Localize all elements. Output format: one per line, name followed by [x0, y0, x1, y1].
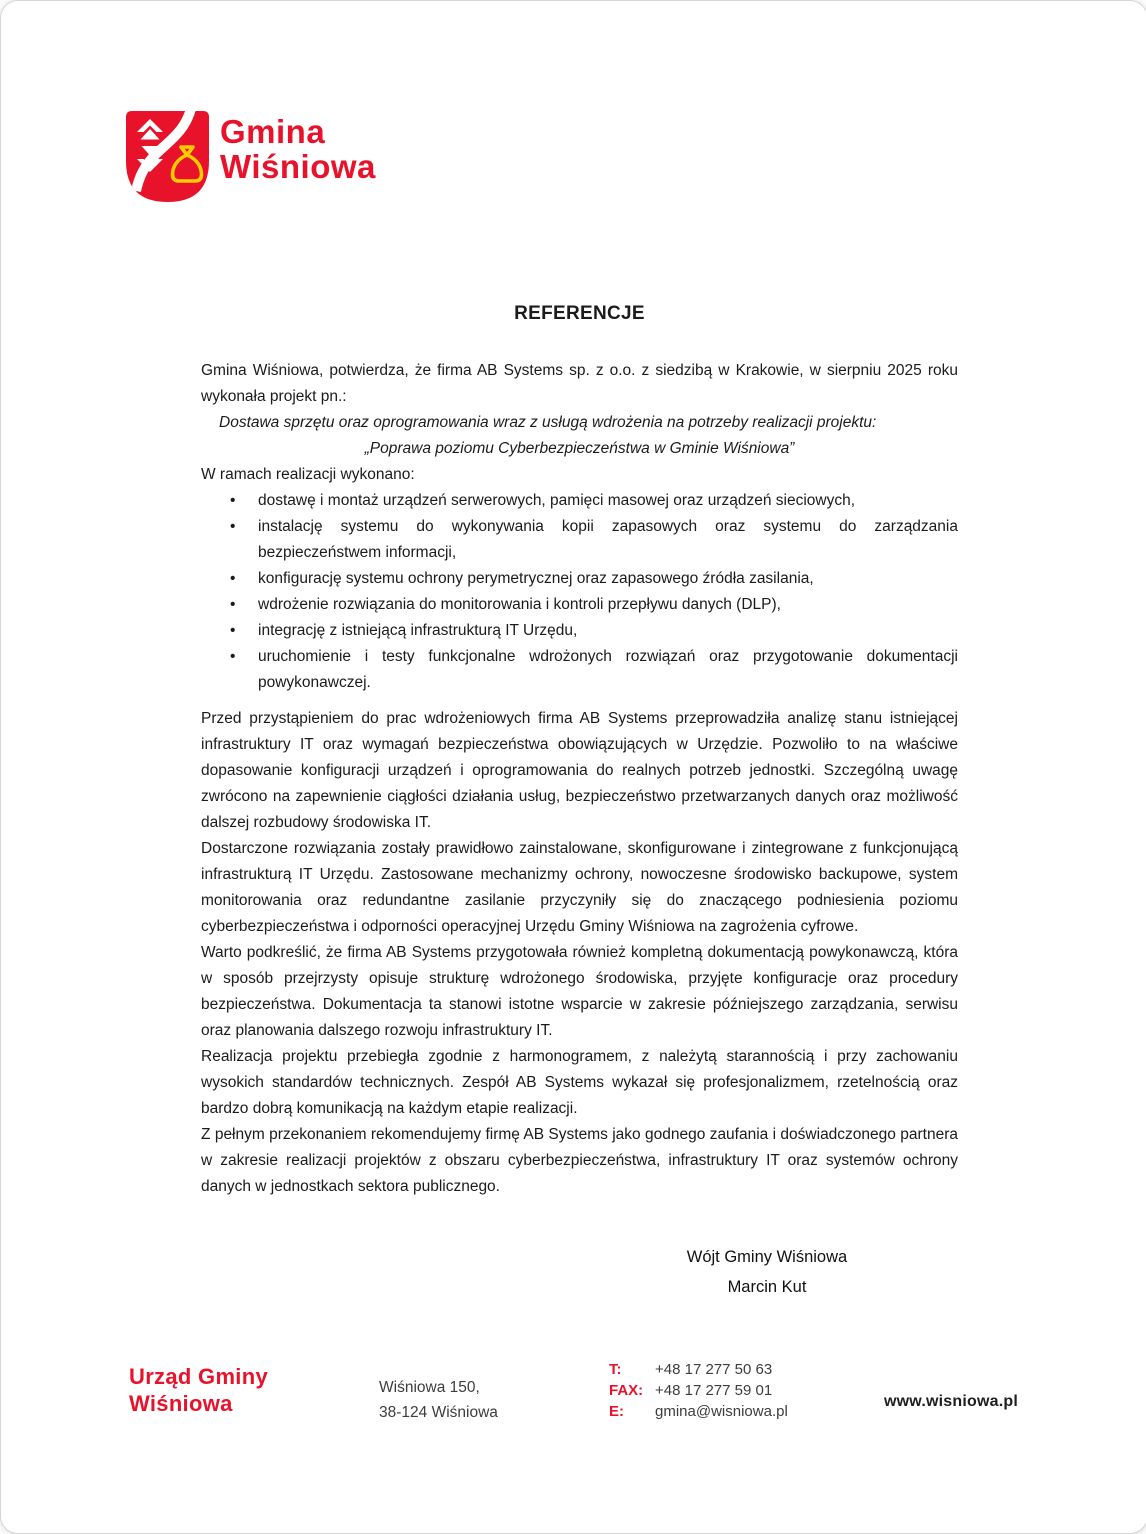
fax-label: FAX:	[609, 1382, 644, 1399]
footer-website: www.wisniowa.pl	[884, 1393, 1018, 1410]
footer-address-line-1: Wiśniowa 150,	[379, 1379, 480, 1396]
footer-contacts	[609, 1359, 788, 1422]
scope-item: • instalację systemu do wykonywania kopii zapasowych oraz systemu do zarządzania bezpieczeństwem informacji,	[258, 514, 958, 566]
email-value: gmina@wisniowa.pl	[655, 1403, 788, 1420]
phone-value: +48 17 277 50 63	[655, 1361, 773, 1378]
scope-item: • uruchomienie i testy funkcjonalne wdrożonych rozwiązań oraz przygotowanie dokumentacji powykonawczej.	[258, 644, 958, 696]
footer-office-line-2: Wiśniowa	[129, 1391, 233, 1416]
signature-block	[557, 1242, 977, 1302]
document-title: REFERENCJE	[514, 303, 645, 324]
contact-row-email	[609, 1401, 788, 1422]
body-paragraph: Z pełnym przekonaniem rekomendujemy firmę AB Systems jako godnego zaufania i doświadczonego partnera w zakresie realizacji projektów z obszaru cyberbezpieczeństwa, infrastruktury IT oraz systemów ochrony danych w jednostkach sektora publicznego.	[201, 1126, 958, 1195]
signature-name: Marcin Kut	[727, 1278, 807, 1296]
contact-row-phone	[609, 1359, 788, 1380]
footer-address-line-2: 38-124 Wiśniowa	[379, 1404, 498, 1421]
scope-item: • wdrożenie rozwiązania do monitorowania i kontroli przepływu danych (DLP),	[258, 592, 958, 618]
body-paragraph: Dostarczone rozwiązania zostały prawidłowo zainstalowane, skonfigurowane i zintegrowane z funkcjonującą infrastrukturą IT Urzędu. Zastosowane mechanizmy ochrony, nowoczesne środowisko backupowe, system monitorowania oraz redundantne zasilanie przyczyniły się do znaczącego podniesienia poziomu cyberbezpieczeństwa i odporności operacyjnej Urzędu Gminy Wiśniowa na zagrożenia cyfrowe.	[201, 840, 958, 935]
body-paragraph: Realizacja projektu przebiegła zgodnie z harmonogramem, z należytą starannością i przy zachowaniu wysokich standardów technicznych. Zespół AB Systems wykazał się profesjonalizmem, rzetelnością oraz bardzo dobrą komunikacją na każdym etapie realizacji.	[201, 1048, 958, 1117]
intro-paragraph: Gmina Wiśniowa, potwierdza, że firma AB Systems sp. z o.o. z siedzibą w Krakowie, w sierpniu 2025 roku wykonała projekt pn.:	[201, 362, 958, 405]
footer-address	[379, 1375, 498, 1425]
scope-item: • dostawę i montaż urządzeń serwerowych, pamięci masowej oraz urządzeń sieciowych,	[258, 488, 958, 514]
contact-row-fax	[609, 1380, 788, 1401]
body-paragraph: Przed przystąpieniem do prac wdrożeniowych firma AB Systems przeprowadziła analizę stanu istniejącej infrastruktury IT oraz wymagań bezpieczeństwa obowiązujących w Urzędzie. Pozwoliło to na właściwe dopasowanie konfiguracji urządzeń i oprogramowania do realnych potrzeb jednostki. Szczególną uwagę zwrócono na zapewnienie ciągłości działania usług, bezpieczeństwo przetwarzanych danych oraz możliwość dalszej rozbudowy środowiska IT.	[201, 710, 958, 831]
crest-shield-icon	[126, 111, 209, 202]
project-title-line-1: Dostawa sprzętu oraz oprogramowania wraz z usługą wdrożenia na potrzeby realizacji projektu:	[219, 414, 877, 431]
scope-list	[201, 488, 958, 696]
body-paragraphs	[201, 706, 958, 1200]
brand-line-1: Gmina	[220, 113, 326, 150]
phone-label: T:	[609, 1361, 622, 1378]
brand-name	[220, 114, 376, 202]
footer-office-line-1: Urząd Gminy	[129, 1364, 268, 1389]
email-label: E:	[609, 1403, 624, 1420]
scope-item: • integrację z istniejącą infrastrukturą IT Urzędu,	[258, 618, 958, 644]
letter-body	[201, 301, 958, 1200]
brand-line-2: Wiśniowa	[220, 148, 376, 185]
fax-value: +48 17 277 59 01	[655, 1382, 773, 1399]
scope-item: • konfigurację systemu ochrony perymetrycznej oraz zapasowego źródła zasilania,	[258, 566, 958, 592]
project-title-line-2: „Poprawa poziomu Cyberbezpieczeństwa w Gminie Wiśniowa”	[364, 440, 795, 457]
gmina-wisniowa-logo	[126, 111, 376, 202]
scope-heading: W ramach realizacji wykonano:	[201, 466, 415, 483]
footer-office-name	[129, 1363, 268, 1417]
body-paragraph: Warto podkreślić, że firma AB Systems przygotowała również kompletną dokumentacją powykonawczą, która w sposób przejrzysty opisuje strukturę wdrożonego środowiska, przyjęte konfiguracje oraz procedury bezpieczeństwa. Dokumentacja ta stanowi istotne wsparcie w zakresie późniejszego zarządzania, serwisu oraz planowania dalszego rozwoju infrastruktury IT.	[201, 944, 958, 1039]
signature-role: Wójt Gminy Wiśniowa	[686, 1248, 848, 1266]
